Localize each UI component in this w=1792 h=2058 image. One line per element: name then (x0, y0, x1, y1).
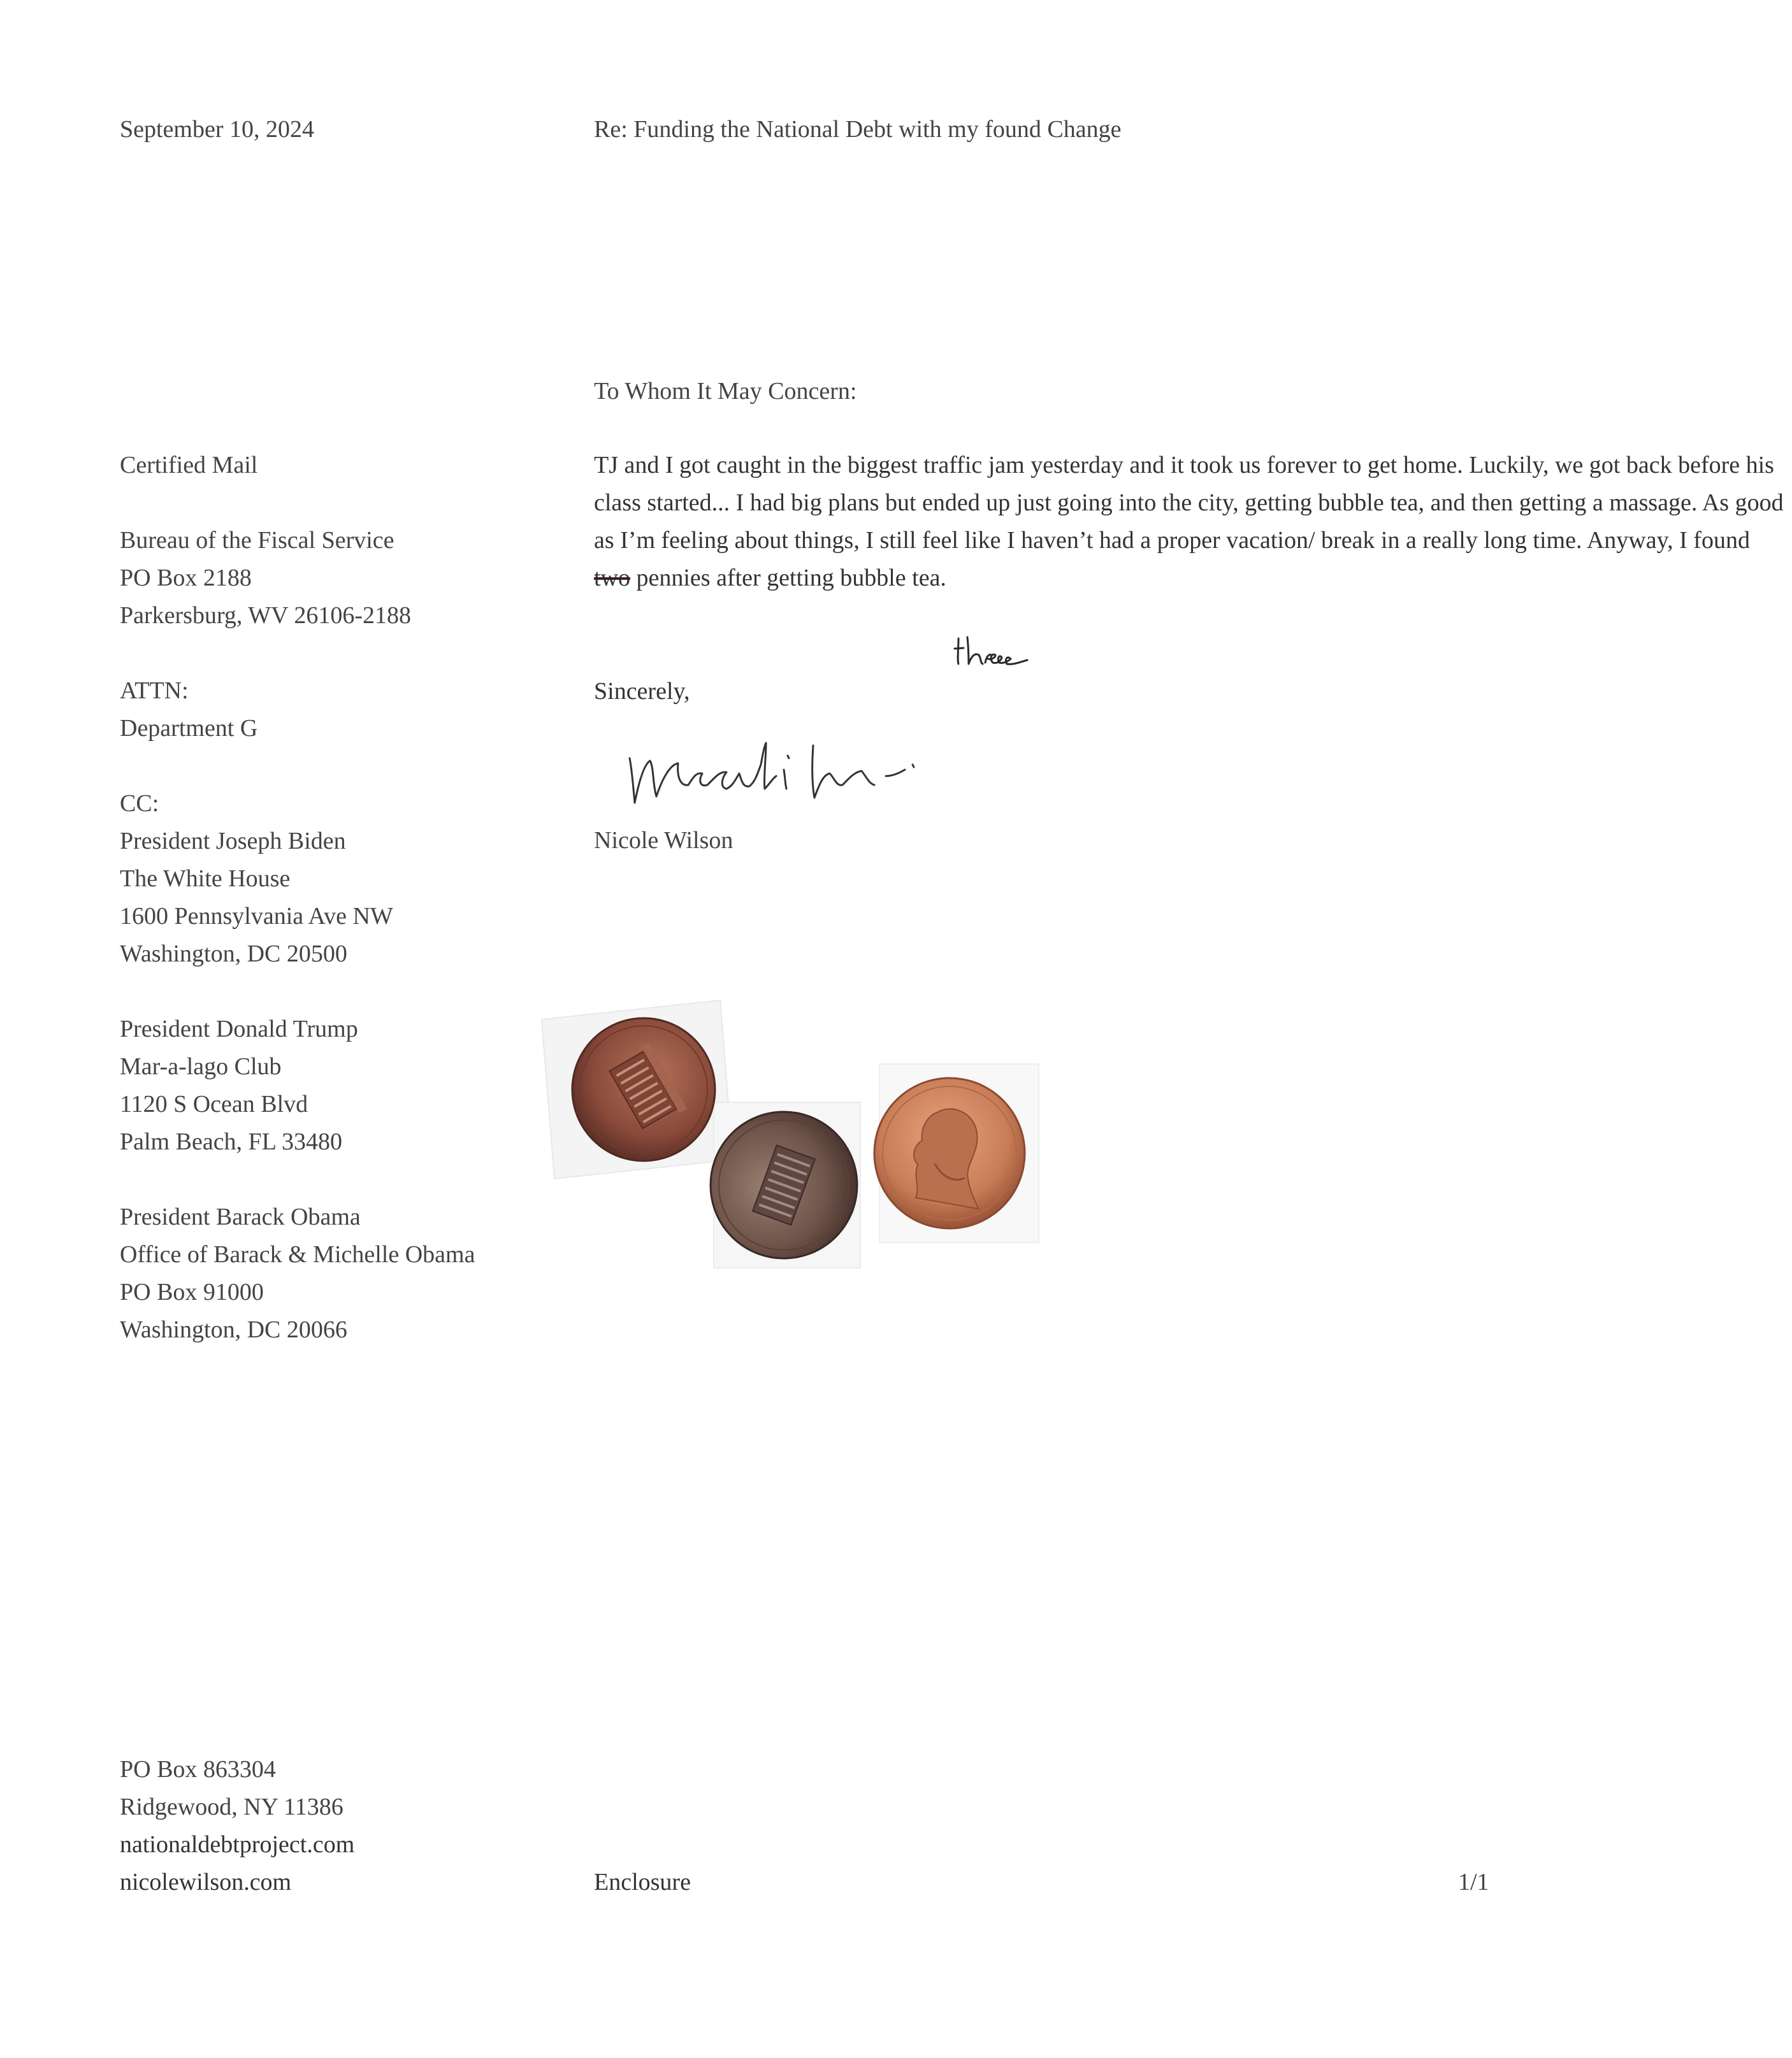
sender-website-link[interactable]: nationaldebtproject.com (120, 1831, 355, 1858)
cc-label: CC: (120, 790, 159, 817)
signer-name: Nicole Wilson (594, 827, 733, 854)
cc-address-biden (120, 823, 475, 973)
closing: Sincerely, (594, 678, 690, 705)
letter-date: September 10, 2024 (120, 116, 315, 143)
enclosed-pennies (529, 994, 1102, 1287)
cc-line: Washington, DC 20500 (120, 940, 347, 967)
cc-line: President Joseph Biden (120, 828, 346, 854)
letter-body (594, 447, 1792, 597)
enclosure-label: Enclosure (594, 1869, 691, 1896)
page-number: 1/1 (1458, 1869, 1489, 1896)
sender-line: Ridgewood, NY 11386 (120, 1794, 343, 1820)
cc-line: President Donald Trump (120, 1016, 358, 1042)
recipient-name: Bureau of the Fiscal Service (120, 527, 394, 554)
handwritten-correction (950, 631, 1071, 675)
struck-word: two (594, 565, 630, 591)
cc-line: 1120 S Ocean Blvd (120, 1091, 308, 1118)
signature (625, 739, 1007, 816)
cc-line: PO Box 91000 (120, 1279, 264, 1306)
cc-line: 1600 Pennsylvania Ave NW (120, 903, 393, 930)
body-text-end: pennies after getting bubble tea. (630, 565, 946, 591)
cc-line: The White House (120, 865, 291, 892)
subject-line: Re: Funding the National Debt with my found Change (594, 116, 1122, 143)
recipient-box: PO Box 2188 (120, 565, 252, 591)
cc-line: President Barack Obama (120, 1204, 361, 1230)
attn-department: Department G (120, 715, 258, 742)
cc-address-trump (120, 1011, 475, 1161)
mail-type: Certified Mail (120, 452, 258, 479)
cc-line: Washington, DC 20066 (120, 1316, 347, 1343)
cc-line: Palm Beach, FL 33480 (120, 1128, 342, 1155)
sender-website-link[interactable]: nicolewilson.com (120, 1869, 292, 1896)
sender-line: PO Box 863304 (120, 1756, 276, 1783)
attn-label: ATTN: (120, 677, 189, 704)
cc-line: Office of Barack & Michelle Obama (120, 1241, 475, 1268)
recipient-city: Parkersburg, WV 26106-2188 (120, 602, 412, 629)
sender-address (120, 1751, 354, 1901)
address-column (120, 447, 475, 1349)
cc-line: Mar-a-lago Club (120, 1053, 282, 1080)
salutation: To Whom It May Concern: (594, 378, 857, 405)
body-text-start: TJ and I got caught in the biggest traffic jam yesterday and it took us forever to get home. Luckily, we got back before his class started... I had big plans but ended up just going into the city, getting bubble tea, and then getting a massage. As good as I’m feeling about things, I still feel like I haven’t had a proper vacation/ break in a really long time. Anyway, I found (594, 452, 1784, 554)
cc-address-obama (120, 1198, 475, 1349)
